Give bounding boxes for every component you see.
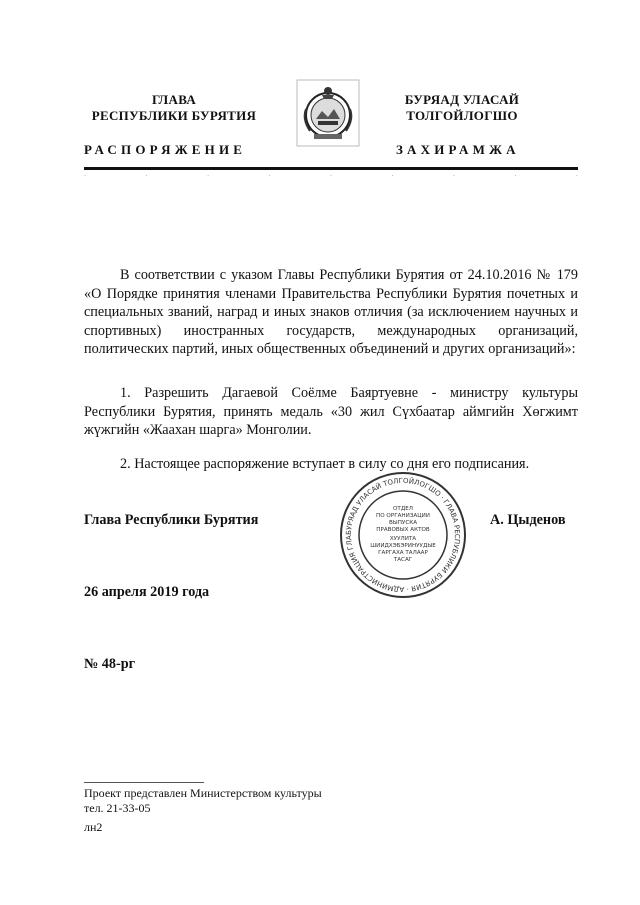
stamp-line: ВЫПУСКА — [388, 520, 418, 526]
header-right-line2: ТОЛГОЙЛОГШО — [406, 108, 518, 123]
intro-text: В соответствии с указом Главы Республики Бурятия от 24.10.2016 № 179 «О Порядке принятия членами Правительства Республики Бурятия почетных и специальных званий, наград и иных знаков отличия (за исключением научных и спортивных) иностранных государств, международных организаций, политических партий, иных общественных объединений и других организаций»: — [84, 267, 578, 357]
stamp-line: ПРАВОВЫХ АКТОВ — [376, 527, 430, 533]
header-right-title: ЗАХИРАМЖА — [396, 142, 520, 157]
item-2-text: 2. Настоящее распоряжение вступает в силу со дня его подписания. — [120, 456, 530, 472]
header-divider — [84, 167, 578, 170]
document-date: 26 апреля 2019 года — [84, 584, 210, 600]
signature-name: А. Цыденов — [490, 512, 566, 528]
official-stamp — [338, 470, 468, 600]
header-left — [84, 92, 264, 124]
stamp-line: ТАСАГ — [393, 557, 413, 563]
header-right-line1: БУРЯАД УЛАСАЙ — [404, 92, 520, 107]
header-left-line2: РЕСПУБЛИКИ БУРЯТИЯ — [91, 108, 257, 123]
intro-paragraph — [84, 266, 578, 359]
republic-emblem — [296, 79, 360, 147]
header-right — [382, 92, 542, 124]
stamp-ring-text: БУРЯАД УЛАСАЙ ТОЛГОЙЛОГШО · ГЛАВА РЕСПУБЛИКИ БУРЯТИЯ · АДМИНИСТРАЦИЯ ГЛА — [344, 476, 462, 594]
footer-line1: Проект представлен Министерством культуры — [84, 786, 322, 800]
stamp-line: ПО ОРГАНИЗАЦИИ — [376, 513, 430, 519]
footer-line2: тел. 21-33-05 — [84, 801, 151, 815]
stamp-line: ХУУЛИТА — [389, 536, 417, 542]
stamp-line: ОТДЕЛ — [393, 506, 413, 512]
item-1-paragraph — [84, 384, 578, 440]
footer-divider — [84, 782, 204, 783]
emblem-icon — [296, 79, 360, 147]
signature-position: Глава Республики Бурятия — [84, 512, 259, 528]
stamp-line: ШИИДХЭБЭРИНУУДЫЕ — [370, 543, 436, 549]
item-1-text: 1. Разрешить Дагаевой Соёлме Баяртуевне - министру культуры Республики Бурятия, принять медаль «30 жил Сүхбаатар аймгийн Хөгжимт жүжгийн «Жаахан шарга» Монголии. — [84, 385, 578, 438]
header-left-title: РАСПОРЯЖЕНИЕ — [84, 142, 247, 157]
stamp-seal-icon — [338, 470, 468, 600]
stamp-line: ГАРГАХА ТАЛААР — [378, 550, 428, 556]
item-2-paragraph — [84, 455, 578, 474]
footer-line3: лн2 — [84, 820, 103, 834]
header-left-line1: ГЛАВА — [151, 92, 197, 107]
header-dotted-line: · · · · · · · · · — [84, 172, 578, 180]
document-number: № 48-рг — [84, 656, 136, 672]
